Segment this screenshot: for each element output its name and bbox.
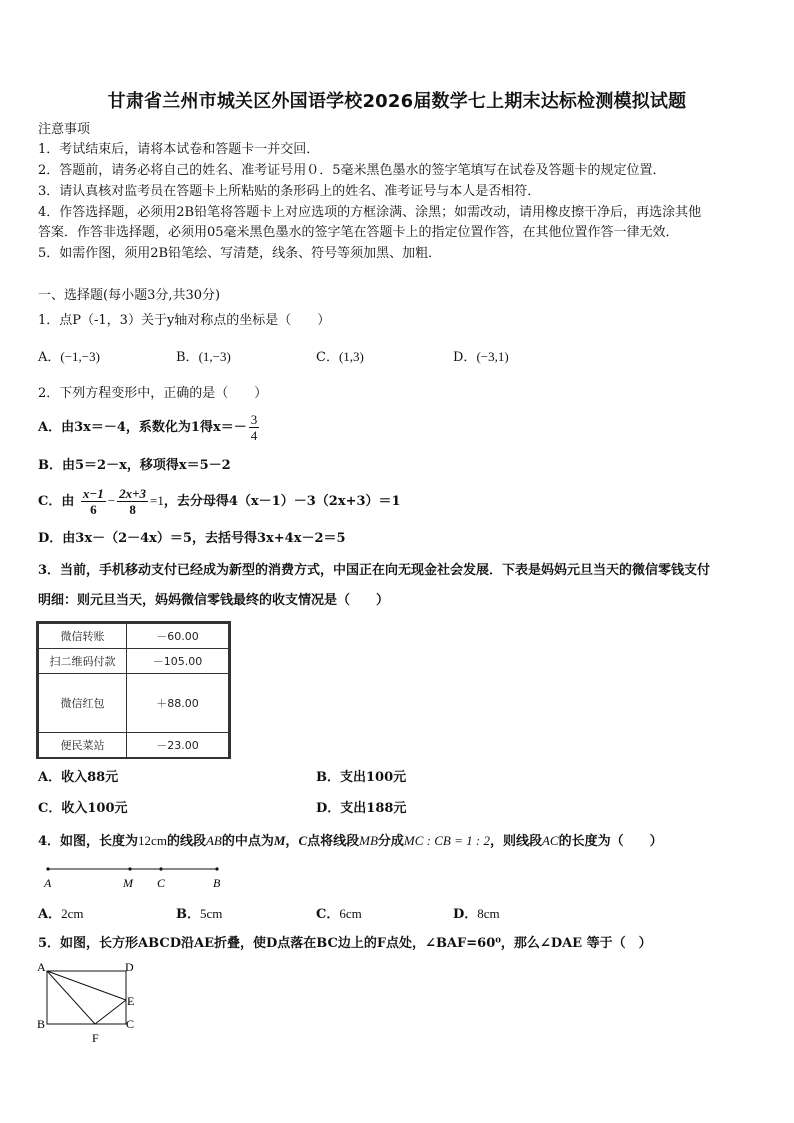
q4-option-c: C．6cm [316,906,362,922]
rectangle-abcd [47,971,126,1024]
q1-option-d: D．(−3,1) [453,349,509,365]
label-a: A [37,960,46,974]
table-row: 扫二维码付款 －105.00 [39,649,229,674]
point-a-dot [46,867,49,870]
label-a: A [44,876,52,890]
q2-option-b: B．由5＝2－x，移项得x＝5－2 [38,458,231,473]
point-c-dot [159,867,162,870]
label-b: B [213,876,221,890]
q2-a-fraction: $\frac{3}{4}$ [250,412,258,443]
notice-item-4-cont: 答案．作答非选择题，必须用05毫米黑色墨水的签字笔在答题卡上的指定位置作答，在其他位置作答一律无效． [38,225,679,240]
label-b: B [37,1017,46,1031]
q2-c-fraction-1: $\frac{x-1}{6}$ [82,486,104,517]
q1-option-a: A．(−1,−3) [38,349,100,365]
label-c: C [126,1017,135,1031]
q1-option-b: B．(1,−3) [176,349,231,365]
q3-option-d: D．支出188元 [316,801,407,816]
notice-item-3: 3．请认真核对监考员在答题卡上所粘贴的条形码上的姓名、准考证号与本人是否相符． [38,184,541,199]
q4-segment-figure [38,862,238,892]
q1-stem: 1．点P（-1，3）关于y轴对称点的坐标是（ ） [38,313,331,328]
table-row: 便民菜站 －23.00 [39,733,229,758]
table-row: 微信转账 －60.00 [39,624,229,649]
q3-option-a: A．收入88元 [38,770,119,785]
q4-option-b: B．5cm [176,906,223,922]
q2-stem: 2．下列方程变形中，正确的是（ ） [38,386,268,401]
section-heading: 一、选择题(每小题3分,共30分) [38,288,221,303]
notice-item-1: 1．考试结束后，请将本试卷和答题卡一并交回． [38,142,320,157]
notice-item-2: 2．答题前，请务必将自己的姓名、准考证号用０．5毫米黑色墨水的签字笔填写在试卷及答题卡的规定位置． [38,163,666,178]
q4-option-d: D．8cm [453,906,500,922]
q3-stem-line1: 3．当前，手机移动支付已经成为新型的消费方式，中国正在向无现金社会发展．下表是妈妈元旦当天的微信零钱支付 [38,563,711,578]
q3-table [38,623,229,758]
q3-stem-line2: 明细：则元旦当天，妈妈微信零钱最终的收支情况是（ ） [38,593,390,608]
q5-rectangle-figure [34,956,154,1048]
notice-item-4: 4．作答选择题，必须用2B铅笔将答题卡上对应选项的方框涂满、涂黑；如需改动，请用橡皮擦干净后，再选涂其他 [38,205,702,220]
q2-option-a: A．由3x＝－4，系数化为1得x＝－ $\frac{3}{4}$ [38,412,258,443]
q2-option-c: C．由 $\frac{x-1}{6}$ − $\frac{2x+3}{8}$ =1，去分母得4（x－1）－3（2x+3）＝1 [38,486,401,517]
label-e: E [127,994,135,1008]
segment-fe [95,1000,126,1024]
q3-option-c: C．收入100元 [38,801,128,816]
point-m-dot [128,867,131,870]
label-f: F [92,1031,99,1045]
q4-option-a: A．2cm [38,906,84,922]
page-title: 甘肃省兰州市城关区外国语学校2026届数学七上期末达标检测模拟试题 [107,91,687,112]
label-d: D [125,960,134,974]
q5-stem: 5．如图，长方形ABCD沿AE折叠，使D点落在BC边上的F点处，∠BAF=60⁰，那么∠DAE 等于（ ） [38,936,652,951]
point-b-dot [215,867,218,870]
q1-option-c: C．(1,3) [316,349,364,365]
segment-af [47,971,95,1024]
fold-line-ae [47,971,126,1000]
label-m: M [123,876,133,890]
q4-stem: 4．如图，长度为12cm的线段AB的中点为M，C点将线段MB分成MC : CB = 1 : 2，则线段AC的长度为（ ） [38,833,663,849]
label-c: C [157,876,166,890]
q2-option-d: D．由3x－（2－4x）＝5，去括号得3x+4x－2＝5 [38,531,346,546]
table-row: 微信红包 ＋88.00 [39,674,229,733]
q2-c-fraction-2: $\frac{2x+3}{8}$ [119,486,147,517]
q3-option-b: B．支出100元 [316,770,407,785]
notice-heading: 注意事项 [38,122,91,137]
notice-item-5: 5．如需作图，须用2B铅笔绘、写清楚，线条、符号等须加黑、加粗． [38,246,442,261]
